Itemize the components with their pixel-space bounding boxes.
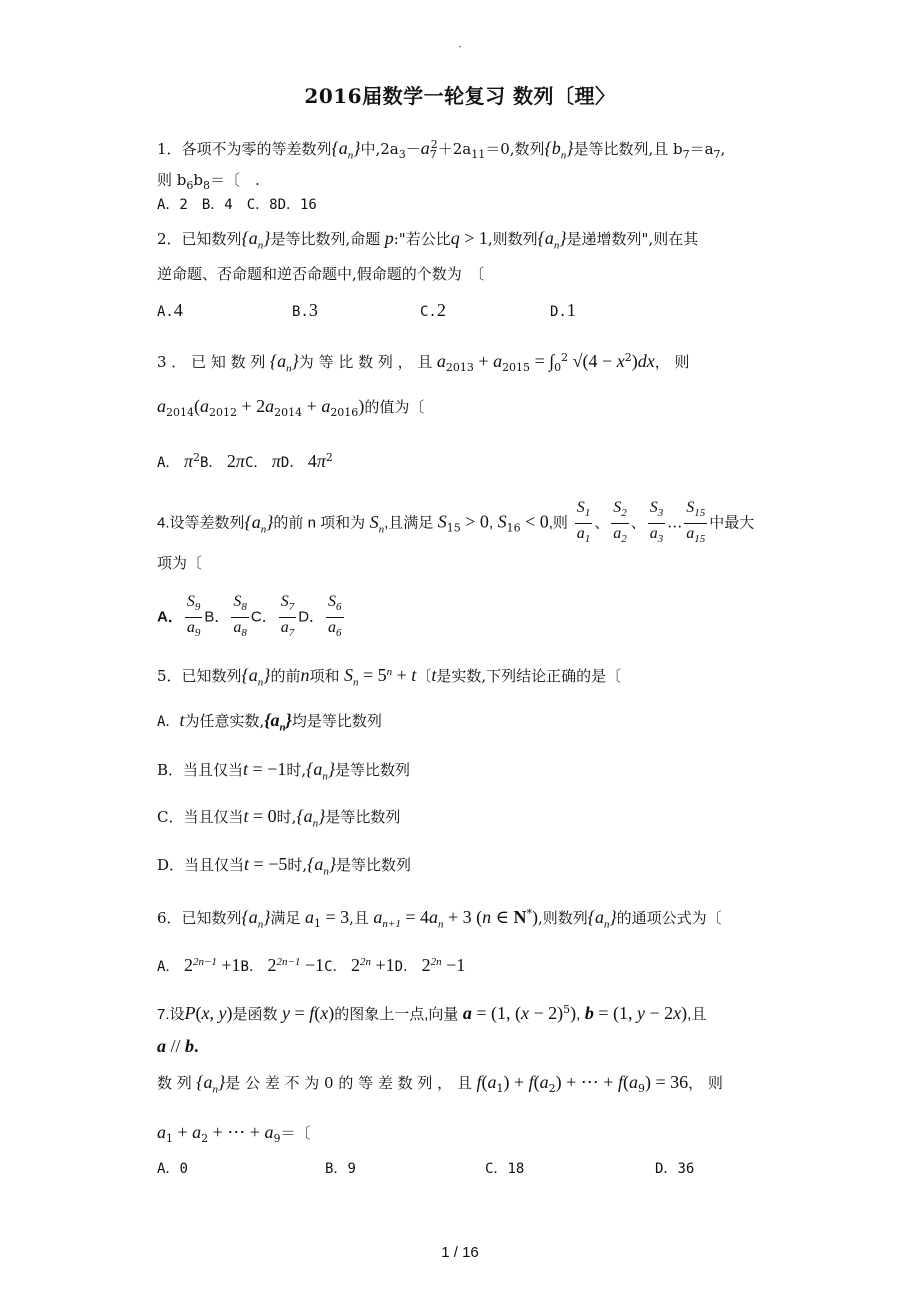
q5-option-a: A．t为任意实数$,\{a_n\}$均是等比数列 xyxy=(157,710,382,734)
q7-line1: 7.设P(x, y)是函数 y = f(x)的图象上一点,向量 a = (1, $(x - 2)^5$), b = (1, y − 2x),且 xyxy=(157,1003,707,1023)
q3-line2: $a_{2014}(a_{2012} + 2a_{2014} + a_{2016})$的值为〔 xyxy=(157,396,425,419)
q2-option-c: C.2 xyxy=(420,300,446,320)
q7-option-d: D．36 xyxy=(655,1161,695,1177)
q3-line1: 3 ． 已 知 数 列 $\{a_n\}$为 等 比 数 列 ， 且 $a_{2013} + a_{2015} = \int_0^2$ $√(4 - x^2)dx$， 则 xyxy=(157,351,690,375)
q2-option-b: B.3 xyxy=(292,300,318,320)
q3-options: A． $\pi^2B$． 2πC． πD． $4\pi^2$ xyxy=(157,451,333,471)
q1-line1: 1．各项不为零的等差数列$\{a_n\}$中$,2a_3-a_7^2+2a_{11}=0$,数列$\{b_n\}$是等比数列,且 $b_7=a_7$, xyxy=(157,138,726,162)
q2-option-d: D.1 xyxy=(550,300,576,320)
q5-line1: 5．已知数列$\{a_n\}$的前n项和 $S_n = 5^n + t$〔t是实数,下列结论正确的是〔 xyxy=(157,665,622,689)
q7-option-c: C．18 xyxy=(485,1161,525,1177)
q2-line1: 2．已知数列$\{a_n\}$是等比数列,命题 p:"若公比q > 1,则数列$\{a_n\}$是递增数列",则在其 xyxy=(157,228,699,252)
q4-line2: 项为〔 xyxy=(157,555,203,572)
q1-options: A．2 B．4 C．8D．16 xyxy=(157,197,317,213)
header-mark: · xyxy=(458,40,462,54)
q5-option-d: D．当且仅当t = −5时$,\{a_n\}$是等比数列 xyxy=(157,854,412,878)
q7-option-a: A．0 xyxy=(157,1161,188,1177)
q4-line1: 4.设等差数列$\{a_n\}$的前 n 项和为 $S_n$,且满足 $S_{15} > 0$, $S_{16} < 0$,则 $\frac{S_1}{a_1}$ 、 $\frac{S_2}{a_2}$ 、 $\frac{S_3}{a_3}$ … $\frac{S_{15}}{a_{15}}$ 中最大 xyxy=(157,499,755,546)
q7-line4: $a_1 + a_2$ + ⋯ + $a_9=$〔 xyxy=(157,1122,311,1145)
q5-option-b: B．当且仅当t = −1时$,\{a_n\}$是等比数列 xyxy=(157,759,411,783)
q7-option-b: B．9 xyxy=(325,1161,356,1177)
q4-options: A． $\frac{S_9}{a_9}$ B． $\frac{S_8}{a_8}$ C． $\frac{S_7}{a_7}$ D． $\frac{S_6}{a_6}$ xyxy=(157,593,342,640)
q6-options: A． $2^{2n-1} +1B$． $2^{2n-1} -1C$． $2^{2n} +1D$． $2^{2n} -1$ xyxy=(157,955,466,975)
q5-option-c: C．当且仅当t = 0时$,\{a_n\}$是等比数列 xyxy=(157,806,401,830)
page-number: 1 / 16 xyxy=(441,1244,479,1261)
q7-line2: a // b. xyxy=(157,1036,199,1056)
q6-line1: 6．已知数列$\{a_n\}$满足 $a_1 = 3$,且 $a_{n+1} = 4a_n + 3$ (n ∈ N*),则数列$\{a_n\}$的通项公式为〔 xyxy=(157,907,722,931)
q2-option-a: A.4 xyxy=(157,300,183,320)
page-title: 2016届数学一轮复习 数列〔理〉 xyxy=(304,84,616,108)
q2-line2: 逆命题、否命题和逆否命题中,假命题的个数为 〔 xyxy=(157,265,485,283)
q1-line2: 则 $b_6b_8=$〔 . xyxy=(157,171,260,192)
q7-line3: 数 列 $\{a_n\}$是 公 差 不 为 0 的 等 差 数 列 ， 且 $f(a_1) + f(a_2)$ + ⋯ + $f(a_9) = 36$， 则 xyxy=(157,1072,723,1096)
